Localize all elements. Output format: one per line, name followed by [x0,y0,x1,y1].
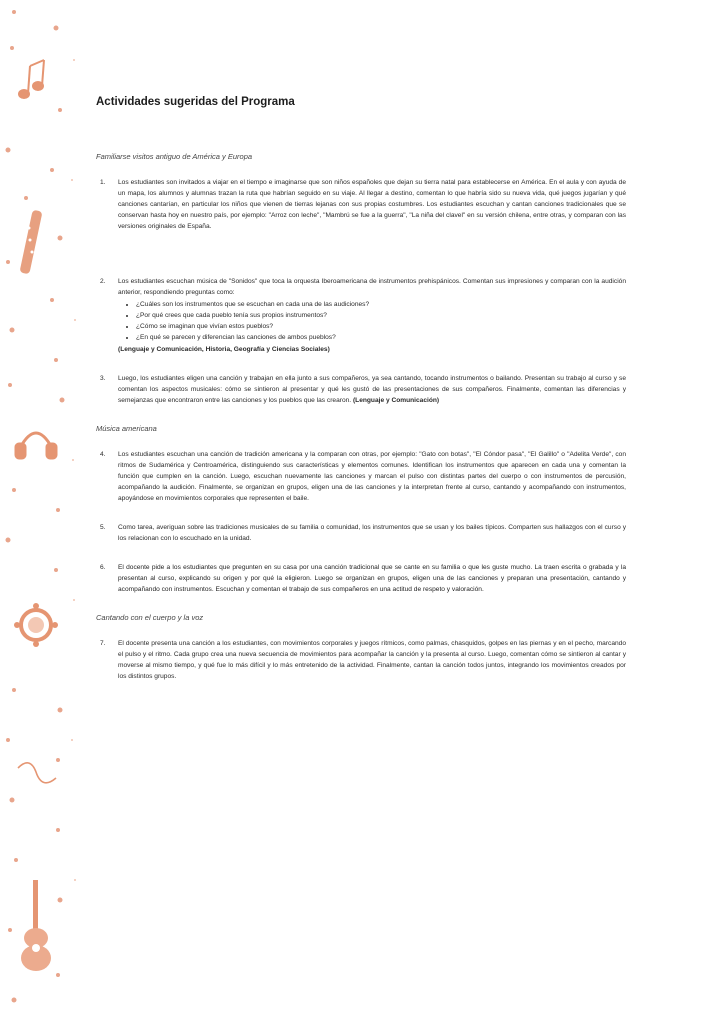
subject-areas: (Lenguaje y Comunicación, Historia, Geografía y Ciencias Sociales) [118,346,330,353]
music-notes-icon [19,60,44,98]
section-title: Música americana [96,424,157,433]
item-text: El docente pide a los estudiantes que pregunten en su casa por una canción tradicional que se cante en su familia o que les guste mucho. La traen escrita o grabada y la presentan al curso, explicando su origen y por qué la eligieron. Luego se organizan en grupos, eligen una de las canciones y preparan una presentación, cantando y acompañando con instrumentos. Escuchan y comentan el trabajo de sus compañeros en una actitud de respeto y valoración. [118,564,626,593]
item-text: El docente presenta una canción a los estudiantes, con movimientos corporales y juegos rítmicos, como palmas, chasquidos, golpes en las piernas y en el pecho, marcando el pulso y el ritmo. Cada grupo crea una nueva secuencia de movimientos para acompañar la canción y la presenta al curso. Luego, comentan cómo se sintieron al cantar y moverse al mismo tiempo, y qué fue lo más difícil y lo más entretenido de la actividad. Finalmente, cantan la canción todos juntos, integrando los movimientos creados por los distintos grupos. [118,640,626,680]
item-number: 2. [100,278,106,285]
item-number: 6. [100,564,106,571]
page-title: Actividades sugeridas del Programa [96,96,295,108]
section-3 [96,613,626,682]
activity-item [96,449,626,504]
item-number: 4. [100,451,106,458]
list-item: • ¿Cómo se imaginan que vivían estos pueblos? [136,321,626,332]
item-number: 3. [100,375,106,382]
section-1 [96,152,626,406]
section-title: Cantando con el cuerpo y la voz [96,613,204,622]
decorative-border [0,0,80,1020]
activity-item [96,373,626,406]
subject-areas: (Lenguaje y Comunicación) [352,397,440,404]
list-item: • ¿Cuáles son los instrumentos que se escuchan en cada una de las audiciones? [136,299,626,310]
section-title: Familiarse visitos antiguo de América y Europa [96,152,253,161]
item-number: 5. [100,524,106,531]
item-number: 7. [100,640,106,647]
list-item: • ¿En qué se parecen y diferencian las canciones de ambos pueblos? [136,332,626,343]
list-item: • ¿Por qué crees que cada pueblo tenía sus propios instrumentos? [136,310,626,321]
tambourine-icon [14,603,58,647]
activity-item [96,276,626,355]
section-2 [96,424,626,595]
item-text: Los estudiantes escuchan música de "Sonidos" que toca la orquesta Iberoamericana de instrumentos prehispánicos. Comentan sus impresiones y comparan con la audición anterior, respondiendo preguntas como: [118,278,626,296]
item-text: Luego, los estudiantes eligen una canción y trabajan en ella junto a sus compañeros, ya sea cantando, tocando instrumentos o bailando. Presentan su trabajo al curso y se comentan los aspectos musicales: cómo se sintieron al presentar y qué les gustó de las presentaciones de sus compañeros. Finalmente, comentan las diferencias y semejanzas que encontraron entre las canciones y los pueblos que las crearon. [118,375,626,404]
activity-item [96,638,626,682]
activity-item [96,522,626,544]
document-page [96,96,626,700]
vine-icon [18,763,56,783]
item-text: Los estudiantes escuchan una canción de tradición americana y la comparan con otras, por ejemplo: "Gato con botas", "El Cóndor pasa", "El Galillo" o "Adelita Verde", con ritmos de Sudamérica y Centroamérica, distinguiendo sus características y elementos comunes. Identifican los instrumentos que aparecen en cada una y comentan la función que cumplen en la canción. Luego, escuchan nuevamente las canciones y marcan el pulso con distintas partes del cuerpo o con instrumentos de percusión, acompañando la audición. Finalmente, se organizan en grupos, eligen una de las canciones y la interpretan frente al curso, cantando y acompañando con instrumentos, apoyándose en movimientos corporales que representen el baile. [118,451,626,502]
item-number: 1. [100,179,106,186]
item-text: Como tarea, averiguan sobre las tradiciones musicales de su familia o comunidad, los instrumentos que se usan y los bailes típicos. Comparten sus hallazgos con el curso y los relacionan con lo escuchado en la unidad. [118,524,626,542]
activity-item [96,562,626,595]
guitar-icon [21,880,51,971]
question-list [136,299,626,343]
activity-item [96,177,626,232]
flute-icon [19,210,42,275]
item-text: Los estudiantes son invitados a viajar en el tiempo e imaginarse que son niños españoles que dejan su tierra natal para establecerse en América. En el aula y con ayuda de un mapa, los alumnos y alumnas trazan la ruta que habrían seguido en su viaje. Al llegar a destino, comentan lo que habría sido su nueva vida, qué juegos jugarían y qué canciones cantarían, en particular los niños que vienen de tierras lejanas con sus propias costumbres. Los estudiantes escuchan y cantan canciones tradicionales que se conservan hasta hoy en nuestro país, por ejemplo: "Arroz con leche", "Mambrú se fue a la guerra", "La niña del clavel" en su versión chilena, entre otras, y comparan con las versiones originales de España. [118,179,626,230]
headphones-icon [16,433,56,458]
